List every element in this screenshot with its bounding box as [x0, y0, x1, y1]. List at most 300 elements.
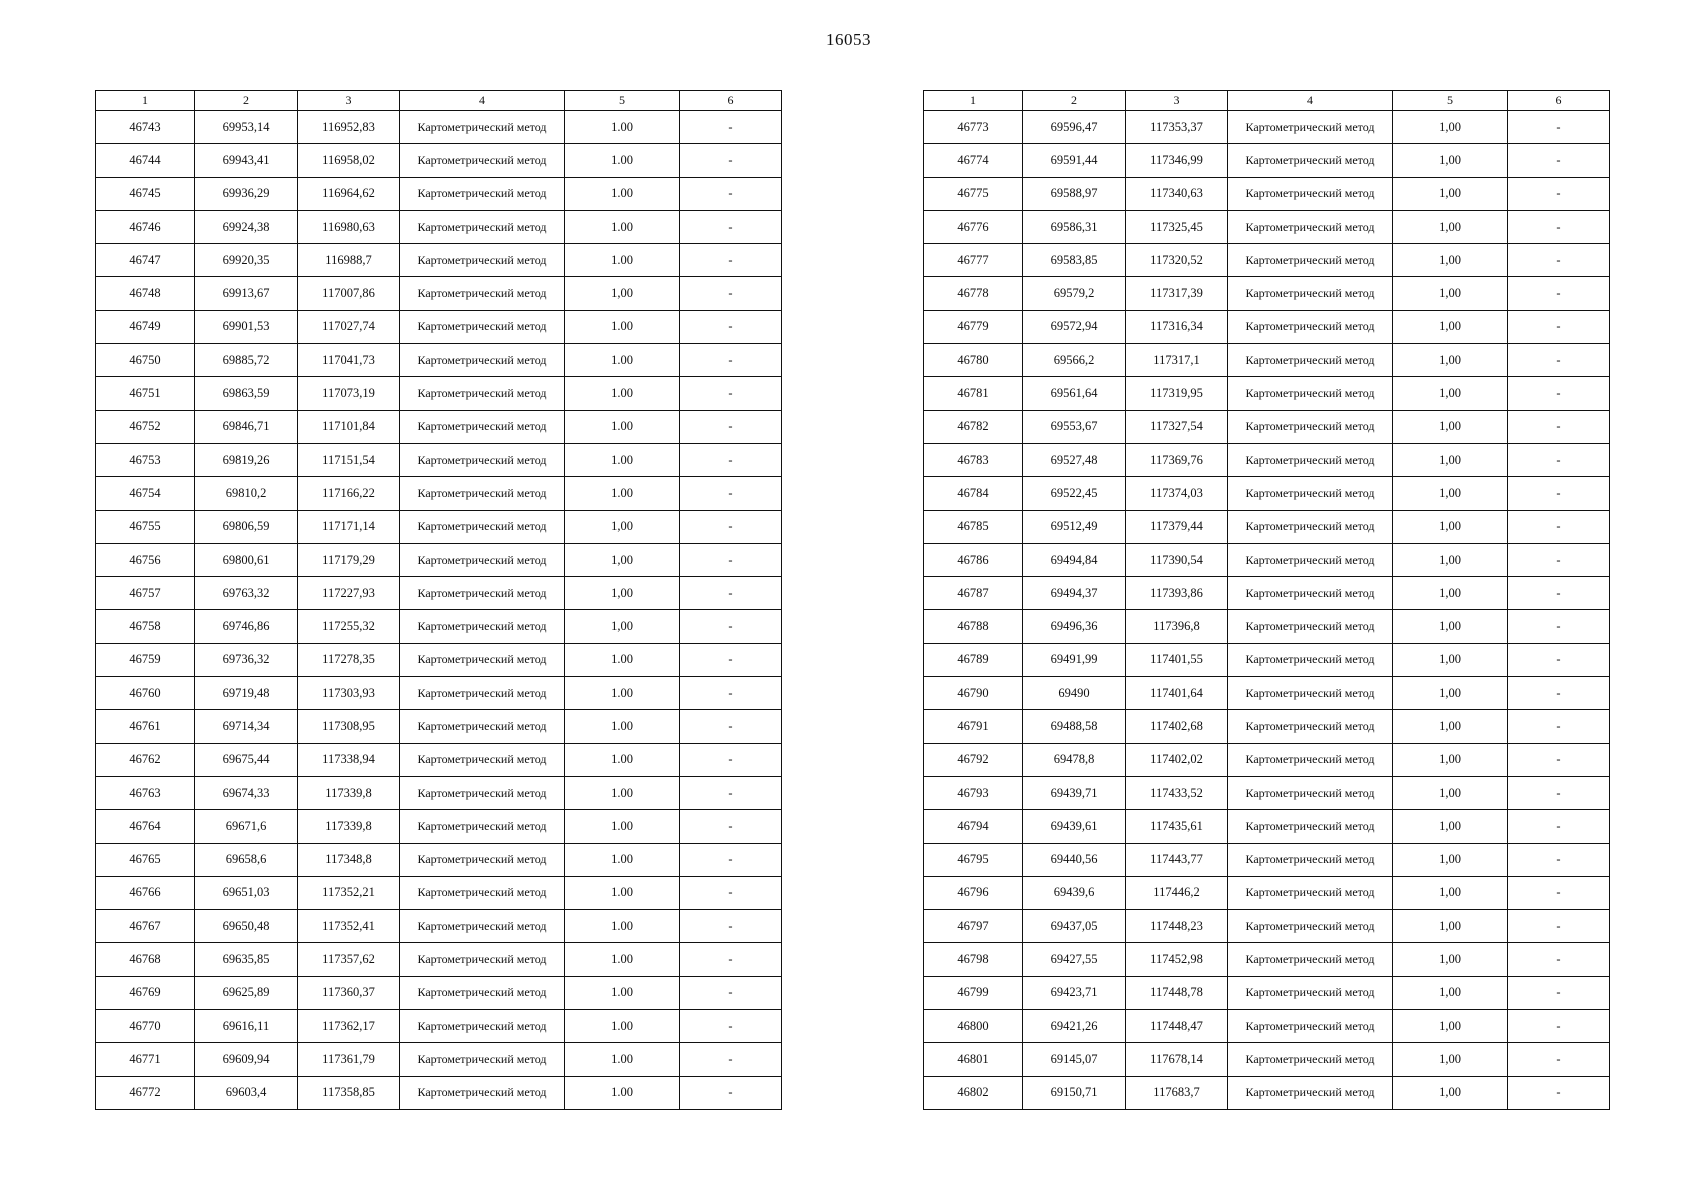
note-cell: -	[680, 843, 782, 876]
table-row	[96, 976, 782, 1009]
y-coordinate-cell: 117452,98	[1126, 943, 1228, 976]
note-cell: -	[1508, 410, 1610, 443]
x-coordinate-cell: 69924,38	[195, 210, 298, 243]
method-cell: Картометрический метод	[400, 210, 565, 243]
point-number-cell: 46747	[96, 244, 195, 277]
accuracy-cell: 1.00	[565, 244, 680, 277]
y-coordinate-cell: 117339,8	[298, 810, 400, 843]
y-coordinate-cell: 117401,64	[1126, 677, 1228, 710]
accuracy-cell: 1.00	[565, 943, 680, 976]
table-row	[924, 743, 1610, 776]
note-cell: -	[1508, 477, 1610, 510]
note-cell: -	[1508, 643, 1610, 676]
point-number-cell: 46749	[96, 310, 195, 343]
y-coordinate-cell: 117317,1	[1126, 344, 1228, 377]
x-coordinate-cell: 69583,85	[1023, 244, 1126, 277]
point-number-cell: 46776	[924, 210, 1023, 243]
note-cell: -	[680, 810, 782, 843]
note-cell: -	[1508, 377, 1610, 410]
note-cell: -	[680, 244, 782, 277]
y-coordinate-cell: 117357,62	[298, 943, 400, 976]
method-cell: Картометрический метод	[1228, 1076, 1393, 1109]
y-coordinate-cell: 117358,85	[298, 1076, 400, 1109]
table-row	[924, 677, 1610, 710]
y-coordinate-cell: 117435,61	[1126, 810, 1228, 843]
point-number-cell: 46781	[924, 377, 1023, 410]
table-row	[96, 344, 782, 377]
x-coordinate-cell: 69423,71	[1023, 976, 1126, 1009]
method-cell: Картометрический метод	[400, 876, 565, 909]
y-coordinate-cell: 117327,54	[1126, 410, 1228, 443]
method-cell: Картометрический метод	[400, 111, 565, 144]
y-coordinate-cell: 117448,23	[1126, 910, 1228, 943]
note-cell: -	[1508, 943, 1610, 976]
x-coordinate-cell: 69651,03	[195, 876, 298, 909]
note-cell: -	[1508, 810, 1610, 843]
accuracy-cell: 1,00	[565, 277, 680, 310]
x-coordinate-cell: 69714,34	[195, 710, 298, 743]
note-cell: -	[1508, 677, 1610, 710]
table-row	[96, 943, 782, 976]
note-cell: -	[680, 743, 782, 776]
point-number-cell: 46752	[96, 410, 195, 443]
method-cell: Картометрический метод	[1228, 876, 1393, 909]
table-row	[96, 876, 782, 909]
point-number-cell: 46799	[924, 976, 1023, 1009]
x-coordinate-cell: 69819,26	[195, 443, 298, 476]
accuracy-cell: 1,00	[1393, 577, 1508, 610]
x-coordinate-cell: 69488,58	[1023, 710, 1126, 743]
point-number-cell: 46795	[924, 843, 1023, 876]
accuracy-cell: 1,00	[1393, 177, 1508, 210]
accuracy-cell: 1.00	[565, 710, 680, 743]
x-coordinate-cell: 69650,48	[195, 910, 298, 943]
point-number-cell: 46796	[924, 876, 1023, 909]
table-row	[924, 410, 1610, 443]
x-coordinate-cell: 69512,49	[1023, 510, 1126, 543]
method-cell: Картометрический метод	[1228, 1043, 1393, 1076]
y-coordinate-cell: 117374,03	[1126, 477, 1228, 510]
table-row	[96, 144, 782, 177]
accuracy-cell: 1,00	[1393, 1010, 1508, 1043]
point-number-cell: 46794	[924, 810, 1023, 843]
table-row	[924, 177, 1610, 210]
y-coordinate-cell: 117448,78	[1126, 976, 1228, 1009]
accuracy-cell: 1,00	[1393, 810, 1508, 843]
table-row	[96, 776, 782, 809]
accuracy-cell: 1,00	[1393, 543, 1508, 576]
method-cell: Картометрический метод	[1228, 443, 1393, 476]
point-number-cell: 46785	[924, 510, 1023, 543]
method-cell: Картометрический метод	[400, 677, 565, 710]
point-number-cell: 46751	[96, 377, 195, 410]
x-coordinate-cell: 69591,44	[1023, 144, 1126, 177]
table-row	[924, 976, 1610, 1009]
y-coordinate-cell: 117401,55	[1126, 643, 1228, 676]
x-coordinate-cell: 69586,31	[1023, 210, 1126, 243]
note-cell: -	[1508, 776, 1610, 809]
point-number-cell: 46760	[96, 677, 195, 710]
y-coordinate-cell: 117396,8	[1126, 610, 1228, 643]
method-cell: Картометрический метод	[400, 910, 565, 943]
x-coordinate-cell: 69901,53	[195, 310, 298, 343]
accuracy-cell: 1.00	[565, 477, 680, 510]
method-cell: Картометрический метод	[400, 443, 565, 476]
x-coordinate-cell: 69800,61	[195, 543, 298, 576]
method-cell: Картометрический метод	[400, 510, 565, 543]
accuracy-cell: 1,00	[1393, 510, 1508, 543]
table-row	[924, 610, 1610, 643]
note-cell: -	[1508, 876, 1610, 909]
point-number-cell: 46750	[96, 344, 195, 377]
x-coordinate-cell: 69494,84	[1023, 543, 1126, 576]
point-number-cell: 46763	[96, 776, 195, 809]
y-coordinate-cell: 117317,39	[1126, 277, 1228, 310]
x-coordinate-cell: 69635,85	[195, 943, 298, 976]
accuracy-cell: 1,00	[1393, 743, 1508, 776]
table-row	[96, 543, 782, 576]
method-cell: Картометрический метод	[400, 177, 565, 210]
y-coordinate-cell: 117027,74	[298, 310, 400, 343]
accuracy-cell: 1.00	[565, 344, 680, 377]
table-row	[96, 810, 782, 843]
note-cell: -	[680, 976, 782, 1009]
note-cell: -	[680, 710, 782, 743]
x-coordinate-cell: 69596,47	[1023, 111, 1126, 144]
y-coordinate-cell: 117360,37	[298, 976, 400, 1009]
table-header-row	[924, 91, 1610, 111]
accuracy-cell: 1,00	[1393, 111, 1508, 144]
x-coordinate-cell: 69885,72	[195, 344, 298, 377]
y-coordinate-cell: 117227,93	[298, 577, 400, 610]
accuracy-cell: 1,00	[1393, 310, 1508, 343]
y-coordinate-cell: 117308,95	[298, 710, 400, 743]
x-coordinate-cell: 69943,41	[195, 144, 298, 177]
note-cell: -	[1508, 743, 1610, 776]
y-coordinate-cell: 117340,63	[1126, 177, 1228, 210]
note-cell: -	[680, 443, 782, 476]
note-cell: -	[680, 643, 782, 676]
table-row	[96, 244, 782, 277]
note-cell: -	[1508, 577, 1610, 610]
table-row	[924, 510, 1610, 543]
accuracy-cell: 1,00	[1393, 344, 1508, 377]
column-header: 2	[195, 91, 298, 111]
column-header: 4	[400, 91, 565, 111]
point-number-cell: 46767	[96, 910, 195, 943]
table-row	[96, 443, 782, 476]
accuracy-cell: 1.00	[565, 1010, 680, 1043]
point-number-cell: 46773	[924, 111, 1023, 144]
y-coordinate-cell: 117073,19	[298, 377, 400, 410]
table-row	[96, 677, 782, 710]
method-cell: Картометрический метод	[1228, 976, 1393, 1009]
table-header-row	[96, 91, 782, 111]
accuracy-cell: 1,00	[1393, 144, 1508, 177]
accuracy-cell: 1,00	[1393, 976, 1508, 1009]
note-cell: -	[1508, 510, 1610, 543]
table-row	[96, 577, 782, 610]
x-coordinate-cell: 69675,44	[195, 743, 298, 776]
note-cell: -	[680, 610, 782, 643]
point-number-cell: 46779	[924, 310, 1023, 343]
x-coordinate-cell: 69491,99	[1023, 643, 1126, 676]
accuracy-cell: 1,00	[1393, 876, 1508, 909]
accuracy-cell: 1.00	[565, 810, 680, 843]
coordinates-table-left	[95, 90, 782, 1110]
method-cell: Картометрический метод	[400, 943, 565, 976]
method-cell: Картометрический метод	[400, 710, 565, 743]
method-cell: Картометрический метод	[1228, 543, 1393, 576]
y-coordinate-cell: 116980,63	[298, 210, 400, 243]
table-row	[924, 1010, 1610, 1043]
y-coordinate-cell: 117007,86	[298, 277, 400, 310]
method-cell: Картометрический метод	[400, 643, 565, 676]
point-number-cell: 46756	[96, 543, 195, 576]
accuracy-cell: 1,00	[565, 577, 680, 610]
table-row	[96, 210, 782, 243]
note-cell: -	[1508, 910, 1610, 943]
table-row	[924, 244, 1610, 277]
x-coordinate-cell: 69863,59	[195, 377, 298, 410]
note-cell: -	[680, 543, 782, 576]
y-coordinate-cell: 117316,34	[1126, 310, 1228, 343]
x-coordinate-cell: 69806,59	[195, 510, 298, 543]
point-number-cell: 46772	[96, 1076, 195, 1109]
note-cell: -	[1508, 543, 1610, 576]
y-coordinate-cell: 116952,83	[298, 111, 400, 144]
table-row	[924, 377, 1610, 410]
table-row	[924, 943, 1610, 976]
x-coordinate-cell: 69913,67	[195, 277, 298, 310]
method-cell: Картометрический метод	[400, 1076, 565, 1109]
method-cell: Картометрический метод	[1228, 776, 1393, 809]
accuracy-cell: 1.00	[565, 310, 680, 343]
method-cell: Картометрический метод	[1228, 843, 1393, 876]
y-coordinate-cell: 117362,17	[298, 1010, 400, 1043]
table-row	[924, 144, 1610, 177]
table-row	[96, 710, 782, 743]
y-coordinate-cell: 117166,22	[298, 477, 400, 510]
accuracy-cell: 1.00	[565, 410, 680, 443]
accuracy-cell: 1,00	[1393, 477, 1508, 510]
y-coordinate-cell: 117390,54	[1126, 543, 1228, 576]
x-coordinate-cell: 69421,26	[1023, 1010, 1126, 1043]
table-row	[924, 477, 1610, 510]
table-row	[924, 543, 1610, 576]
point-number-cell: 46771	[96, 1043, 195, 1076]
table-row	[96, 643, 782, 676]
method-cell: Картометрический метод	[1228, 577, 1393, 610]
column-header: 1	[96, 91, 195, 111]
note-cell: -	[680, 776, 782, 809]
note-cell: -	[680, 377, 782, 410]
table-row	[924, 344, 1610, 377]
table-row	[924, 810, 1610, 843]
method-cell: Картометрический метод	[400, 843, 565, 876]
point-number-cell: 46801	[924, 1043, 1023, 1076]
point-number-cell: 46802	[924, 1076, 1023, 1109]
note-cell: -	[1508, 976, 1610, 1009]
y-coordinate-cell: 117339,8	[298, 776, 400, 809]
x-coordinate-cell: 69936,29	[195, 177, 298, 210]
method-cell: Картометрический метод	[1228, 410, 1393, 443]
y-coordinate-cell: 116958,02	[298, 144, 400, 177]
note-cell: -	[1508, 843, 1610, 876]
column-header: 5	[1393, 91, 1508, 111]
note-cell: -	[680, 144, 782, 177]
x-coordinate-cell: 69572,94	[1023, 310, 1126, 343]
method-cell: Картометрический метод	[1228, 510, 1393, 543]
method-cell: Картометрический метод	[400, 377, 565, 410]
accuracy-cell: 1,00	[1393, 843, 1508, 876]
y-coordinate-cell: 117683,7	[1126, 1076, 1228, 1109]
accuracy-cell: 1.00	[565, 843, 680, 876]
column-header: 3	[1126, 91, 1228, 111]
note-cell: -	[680, 1043, 782, 1076]
y-coordinate-cell: 117101,84	[298, 410, 400, 443]
table-row	[96, 377, 782, 410]
note-cell: -	[1508, 710, 1610, 743]
accuracy-cell: 1.00	[565, 210, 680, 243]
column-header: 2	[1023, 91, 1126, 111]
table-row	[96, 111, 782, 144]
note-cell: -	[680, 943, 782, 976]
x-coordinate-cell: 69920,35	[195, 244, 298, 277]
method-cell: Картометрический метод	[400, 277, 565, 310]
method-cell: Картометрический метод	[1228, 710, 1393, 743]
method-cell: Картометрический метод	[400, 1010, 565, 1043]
table-row	[96, 743, 782, 776]
y-coordinate-cell: 117353,37	[1126, 111, 1228, 144]
x-coordinate-cell: 69846,71	[195, 410, 298, 443]
note-cell: -	[1508, 1010, 1610, 1043]
accuracy-cell: 1.00	[565, 976, 680, 1009]
point-number-cell: 46791	[924, 710, 1023, 743]
y-coordinate-cell: 117369,76	[1126, 443, 1228, 476]
point-number-cell: 46792	[924, 743, 1023, 776]
accuracy-cell: 1,00	[1393, 277, 1508, 310]
table-row	[924, 210, 1610, 243]
note-cell: -	[680, 510, 782, 543]
x-coordinate-cell: 69810,2	[195, 477, 298, 510]
method-cell: Картометрический метод	[400, 410, 565, 443]
note-cell: -	[680, 111, 782, 144]
note-cell: -	[680, 410, 782, 443]
column-header: 3	[298, 91, 400, 111]
accuracy-cell: 1,00	[1393, 244, 1508, 277]
x-coordinate-cell: 69478,8	[1023, 743, 1126, 776]
point-number-cell: 46761	[96, 710, 195, 743]
note-cell: -	[680, 876, 782, 909]
method-cell: Картометрический метод	[400, 810, 565, 843]
note-cell: -	[680, 210, 782, 243]
accuracy-cell: 1,00	[1393, 1043, 1508, 1076]
accuracy-cell: 1,00	[1393, 443, 1508, 476]
table-row	[924, 443, 1610, 476]
point-number-cell: 46769	[96, 976, 195, 1009]
table-row	[96, 910, 782, 943]
point-number-cell: 46786	[924, 543, 1023, 576]
accuracy-cell: 1,00	[1393, 210, 1508, 243]
y-coordinate-cell: 117171,14	[298, 510, 400, 543]
method-cell: Картометрический метод	[400, 543, 565, 576]
table-row	[924, 310, 1610, 343]
method-cell: Картометрический метод	[1228, 210, 1393, 243]
x-coordinate-cell: 69553,67	[1023, 410, 1126, 443]
note-cell: -	[1508, 177, 1610, 210]
table-row	[96, 177, 782, 210]
y-coordinate-cell: 117443,77	[1126, 843, 1228, 876]
x-coordinate-cell: 69522,45	[1023, 477, 1126, 510]
column-header: 6	[1508, 91, 1610, 111]
point-number-cell: 46797	[924, 910, 1023, 943]
accuracy-cell: 1,00	[1393, 377, 1508, 410]
note-cell: -	[680, 677, 782, 710]
accuracy-cell: 1.00	[565, 1043, 680, 1076]
x-coordinate-cell: 69439,61	[1023, 810, 1126, 843]
x-coordinate-cell: 69579,2	[1023, 277, 1126, 310]
note-cell: -	[1508, 443, 1610, 476]
x-coordinate-cell: 69439,71	[1023, 776, 1126, 809]
method-cell: Картометрический метод	[400, 976, 565, 1009]
x-coordinate-cell: 69566,2	[1023, 344, 1126, 377]
x-coordinate-cell: 69763,32	[195, 577, 298, 610]
table-row	[924, 1043, 1610, 1076]
note-cell: -	[680, 310, 782, 343]
y-coordinate-cell: 117320,52	[1126, 244, 1228, 277]
note-cell: -	[1508, 277, 1610, 310]
x-coordinate-cell: 69588,97	[1023, 177, 1126, 210]
point-number-cell: 46743	[96, 111, 195, 144]
point-number-cell: 46778	[924, 277, 1023, 310]
note-cell: -	[1508, 111, 1610, 144]
point-number-cell: 46766	[96, 876, 195, 909]
point-number-cell: 46745	[96, 177, 195, 210]
method-cell: Картометрический метод	[1228, 810, 1393, 843]
method-cell: Картометрический метод	[1228, 244, 1393, 277]
accuracy-cell: 1.00	[565, 677, 680, 710]
point-number-cell: 46746	[96, 210, 195, 243]
note-cell: -	[1508, 1076, 1610, 1109]
note-cell: -	[1508, 1043, 1610, 1076]
x-coordinate-cell: 69719,48	[195, 677, 298, 710]
accuracy-cell: 1,00	[565, 610, 680, 643]
accuracy-cell: 1.00	[565, 910, 680, 943]
accuracy-cell: 1.00	[565, 643, 680, 676]
table-row	[924, 710, 1610, 743]
table-row	[96, 1076, 782, 1109]
point-number-cell: 46798	[924, 943, 1023, 976]
method-cell: Картометрический метод	[400, 244, 565, 277]
method-cell: Картометрический метод	[1228, 111, 1393, 144]
x-coordinate-cell: 69603,4	[195, 1076, 298, 1109]
accuracy-cell: 1.00	[565, 111, 680, 144]
method-cell: Картометрический метод	[400, 344, 565, 377]
note-cell: -	[1508, 310, 1610, 343]
table-row	[96, 410, 782, 443]
y-coordinate-cell: 117379,44	[1126, 510, 1228, 543]
point-number-cell: 46758	[96, 610, 195, 643]
point-number-cell: 46782	[924, 410, 1023, 443]
page-number: 16053	[826, 30, 871, 49]
x-coordinate-cell: 69145,07	[1023, 1043, 1126, 1076]
y-coordinate-cell: 117352,21	[298, 876, 400, 909]
x-coordinate-cell: 69746,86	[195, 610, 298, 643]
y-coordinate-cell: 117446,2	[1126, 876, 1228, 909]
y-coordinate-cell: 117348,8	[298, 843, 400, 876]
table-row	[96, 610, 782, 643]
